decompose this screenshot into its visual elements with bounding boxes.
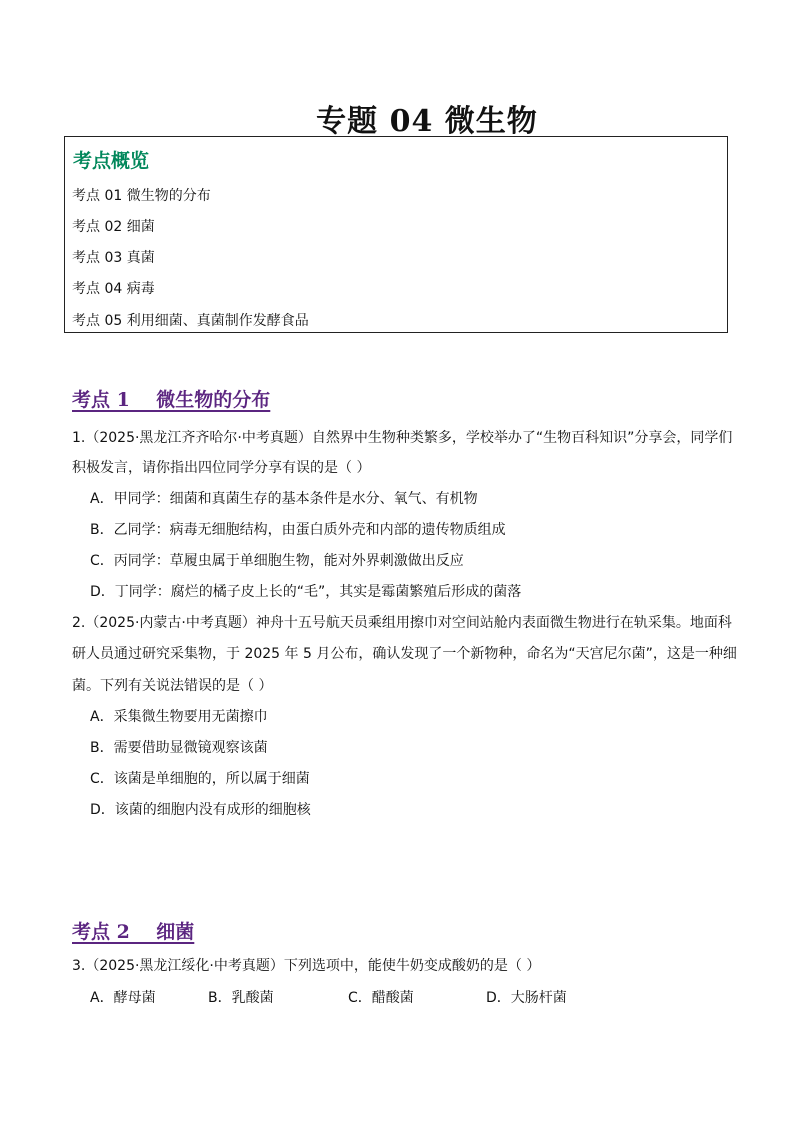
overview-heading: 考点概览 xyxy=(73,150,150,172)
question-3-option-d: D．大肠杆菌 xyxy=(486,990,567,1006)
overview-box xyxy=(64,136,728,333)
question-2-option-a: A．采集微生物要用无菌擦巾 xyxy=(90,709,268,725)
question-1-line-1: 1.（2025·黑龙江齐齐哈尔·中考真题）自然界中生物种类繁多，学校举办了“生物百科知识”分享会，同学们 xyxy=(72,430,733,446)
question-1-option-c: C．丙同学：草履虫属于单细胞生物，能对外界刺激做出反应 xyxy=(90,553,464,569)
overview-item-5: 考点 05 利用细菌、真菌制作发酵食品 xyxy=(72,313,309,329)
question-3-option-a: A．酵母菌 xyxy=(90,990,156,1006)
overview-item-3: 考点 03 真菌 xyxy=(72,250,155,266)
question-1-line-2: 积极发言，请你指出四位同学分享有误的是（ ） xyxy=(72,460,371,476)
overview-item-4: 考点 04 病毒 xyxy=(72,281,155,297)
question-2-line-1: 2.（2025·内蒙古·中考真题）神舟十五号航天员乘组用擦巾对空间站舱内表面微生物进行在轨采集。地面科 xyxy=(72,615,732,631)
question-2-option-c: C．该菌是单细胞的，所以属于细菌 xyxy=(90,771,310,787)
overview-item-2: 考点 02 细菌 xyxy=(72,219,155,235)
question-2-option-b: B．需要借助显微镜观察该菌 xyxy=(90,740,268,756)
question-3-option-b: B．乳酸菌 xyxy=(208,990,274,1006)
question-2-option-d: D．该菌的细胞内没有成形的细胞核 xyxy=(90,802,311,818)
question-1-option-b: B．乙同学：病毒无细胞结构，由蛋白质外壳和内部的遗传物质组成 xyxy=(90,522,506,538)
question-1-option-a: A．甲同学：细菌和真菌生存的基本条件是水分、氧气、有机物 xyxy=(90,491,478,507)
section-heading-1: 考点 1 微生物的分布 xyxy=(72,389,271,411)
page-title: 专题 04 微生物 xyxy=(316,104,538,139)
question-3-option-c: C．醋酸菌 xyxy=(348,990,414,1006)
question-1-option-d: D．丁同学：腐烂的橘子皮上长的“毛”，其实是霉菌繁殖后形成的菌落 xyxy=(90,584,522,600)
overview-item-1: 考点 01 微生物的分布 xyxy=(72,188,211,204)
question-2-line-2: 研人员通过研究采集物，于 2025 年 5 月公布，确认发现了一个新物种，命名为“天宫尼尔菌”，这是一种细 xyxy=(72,646,737,662)
question-2-line-3: 菌。下列有关说法错误的是（ ） xyxy=(72,678,273,694)
section-heading-2: 考点 2 细菌 xyxy=(72,921,195,943)
question-3-line-1: 3.（2025·黑龙江绥化·中考真题）下列选项中，能使牛奶变成酸奶的是（ ） xyxy=(72,958,541,974)
